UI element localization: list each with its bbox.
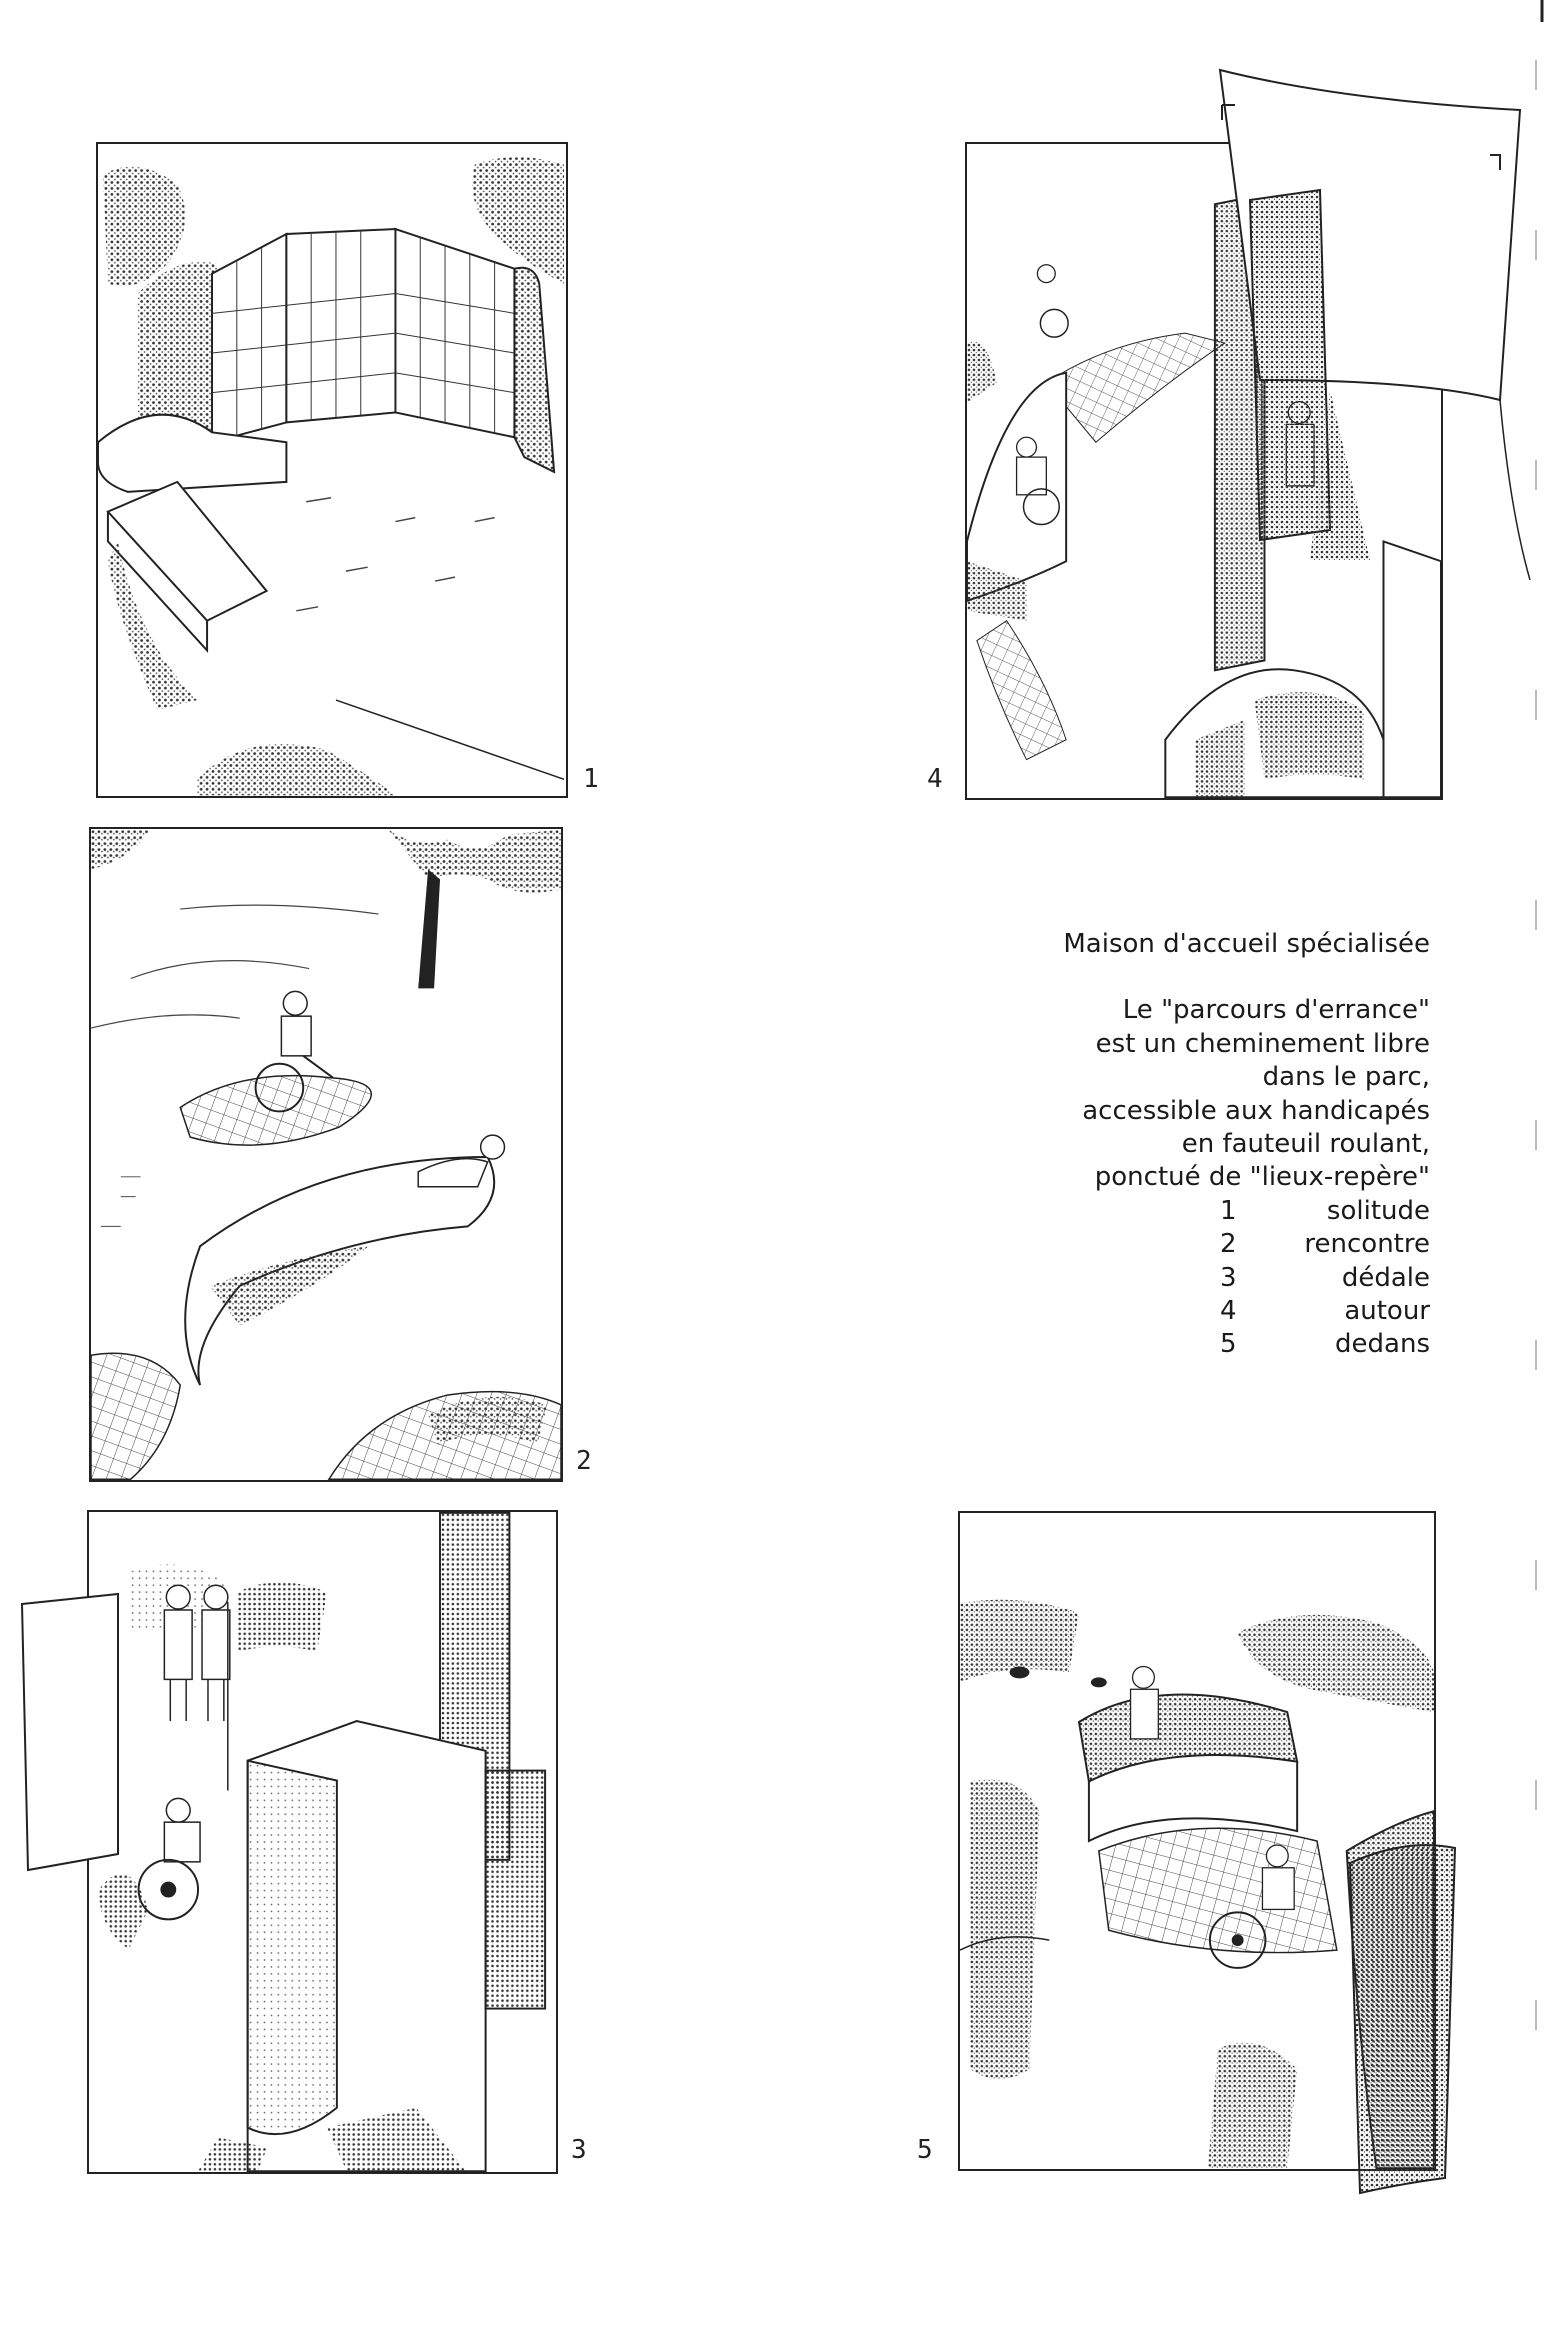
legend-item: [990, 1195, 1430, 1228]
panel-4-number: 4: [927, 764, 943, 794]
legend-item: [990, 1328, 1430, 1361]
legend-label: rencontre: [1304, 1229, 1430, 1260]
panel-1-sketch: [96, 142, 568, 798]
scan-edge-marks: [1532, 0, 1544, 2327]
caption-title: Maison d'accueil spécialisée: [1063, 929, 1430, 959]
panel-3-left-screen: [20, 1592, 120, 1872]
legend-item: [990, 1262, 1430, 1295]
caption-line: Le "parcours d'errance": [1122, 995, 1430, 1026]
lieux-repere-legend: [990, 1195, 1430, 1362]
legend-number: 3: [1220, 1262, 1237, 1293]
caption-line: dans le parc,: [1262, 1062, 1430, 1093]
legend-number: 5: [1220, 1329, 1237, 1360]
legend-item: [990, 1228, 1430, 1261]
sketch-maze-walls: [89, 1512, 556, 2172]
panel-2-sketch: [89, 827, 563, 1482]
legend-number: 1: [1220, 1195, 1237, 1226]
caption-line: accessible aux handicapés: [1082, 1095, 1430, 1126]
legend-number: 4: [1220, 1296, 1237, 1327]
legend-number: 2: [1220, 1229, 1237, 1260]
sketch-curved-bench-wheelchair: [91, 829, 561, 1480]
panel-5-number: 5: [917, 2135, 933, 2165]
legend-label: dédale: [1341, 1262, 1430, 1293]
panel-3-sketch: [87, 1510, 558, 2174]
legend-label: autour: [1344, 1296, 1430, 1327]
legend-label: dedans: [1335, 1329, 1430, 1360]
panel-5-dark-screen: [1345, 1838, 1460, 2198]
caption-line: est un cheminement libre: [1095, 1028, 1430, 1059]
panel-3-number: 3: [571, 2135, 587, 2165]
panel-2-number: 2: [576, 1446, 592, 1476]
legend-item: [990, 1295, 1430, 1328]
legend-label: solitude: [1326, 1195, 1430, 1226]
caption-block: [990, 928, 1430, 1362]
caption-line: ponctué de "lieux-repère": [1094, 1162, 1430, 1193]
panel-4-tall-screen: [1200, 60, 1530, 620]
caption-line: en fauteuil roulant,: [1181, 1129, 1430, 1160]
sketch-courtyard-bench: [98, 144, 566, 796]
panel-1-number: 1: [583, 764, 599, 794]
